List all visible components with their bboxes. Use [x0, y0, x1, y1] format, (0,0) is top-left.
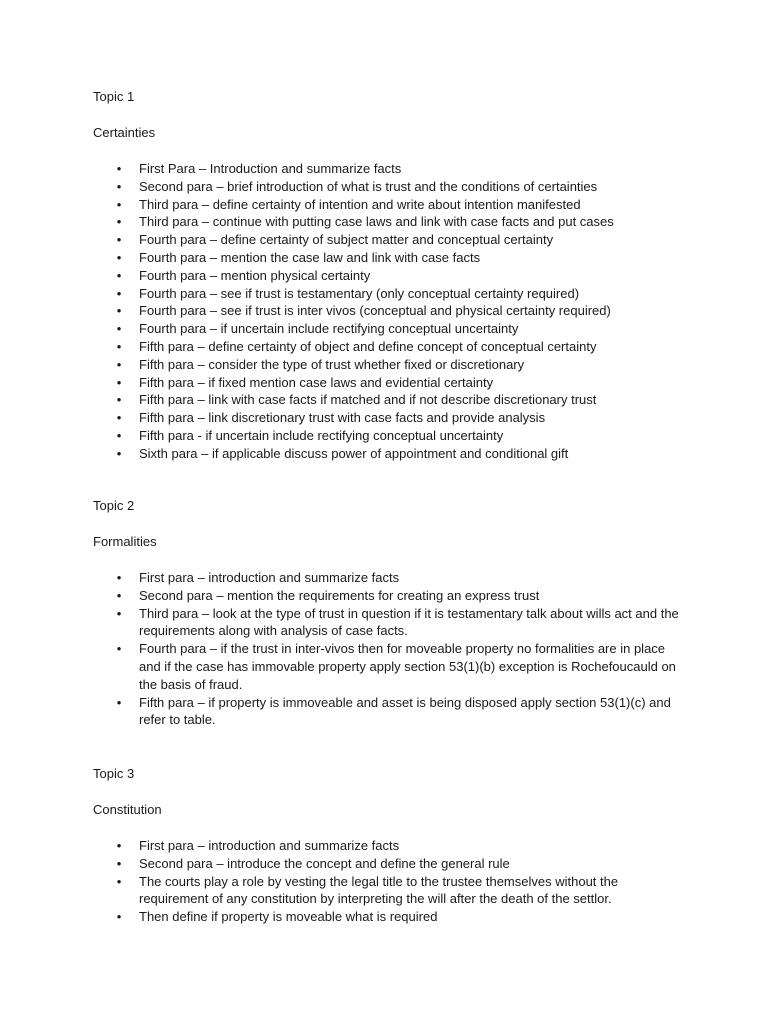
list-item: • Second para – mention the requirements for creating an express trust: [116, 587, 540, 603]
list-item: • Third para – look at the type of trust in question if it is testamentary talk about wills act and the requirements along with analysis of case facts.: [116, 605, 679, 639]
bullet-icon: •: [116, 303, 122, 319]
list-item: • First Para – Introduction and summarize facts: [116, 161, 402, 176]
list-item: • Fourth para – define certainty of subject matter and conceptual certainty: [116, 232, 554, 248]
bullet-icon: •: [116, 356, 122, 372]
bullet-list: [93, 837, 683, 926]
topic-title: Certainties: [93, 125, 156, 140]
topic-section-2: [93, 497, 683, 729]
list-item: • Fifth para – link discretionary trust with case facts and provide analysis: [116, 410, 546, 426]
bullet-icon: •: [116, 321, 122, 337]
bullet-icon: •: [116, 196, 122, 212]
bullet-icon: •: [116, 285, 122, 301]
topic-title: Formalities: [93, 534, 157, 549]
bullet-icon: •: [116, 694, 122, 710]
list-item: • Fourth para – mention physical certainty: [116, 267, 371, 283]
topic-label: Topic 3: [93, 766, 135, 781]
topic-section-1: [93, 88, 683, 463]
list-item: • Sixth para – if applicable discuss power of appointment and conditional gift: [116, 445, 569, 461]
list-item: • Third para – define certainty of intention and write about intention manifested: [116, 196, 581, 212]
list-item: • Fifth para – consider the type of trust whether fixed or discretionary: [116, 356, 525, 372]
bullet-icon: •: [116, 445, 122, 461]
bullet-icon: •: [116, 161, 122, 176]
bullet-icon: •: [116, 249, 122, 265]
bullet-icon: •: [116, 267, 122, 283]
bullet-icon: •: [116, 232, 122, 248]
bullet-icon: •: [116, 838, 122, 853]
list-item: • Fifth para – if property is immoveable and asset is being disposed apply section 53(1)(c) and refer to table.: [116, 694, 671, 728]
bullet-icon: •: [116, 214, 122, 230]
bullet-icon: •: [116, 374, 122, 390]
bullet-icon: •: [116, 570, 122, 585]
topic-section-3: [93, 765, 683, 926]
bullet-icon: •: [116, 909, 122, 925]
bullet-icon: •: [116, 178, 122, 194]
list-item: • Fourth para – if the trust in inter-vivos then for moveable property no formalities are in place and if the case has immovable property apply section 53(1)(b) exception is Rochefoucauld on the basis of fraud.: [116, 641, 676, 692]
bullet-icon: •: [116, 427, 122, 443]
list-item: • Then define if property is moveable what is required: [116, 909, 438, 925]
bullet-icon: •: [116, 338, 122, 354]
list-item: • Fifth para – link with case facts if matched and if not describe discretionary trust: [116, 392, 597, 408]
list-item: • First para – introduction and summarize facts: [116, 570, 400, 585]
list-item: • Fifth para - if uncertain include rectifying conceptual uncertainty: [116, 427, 504, 443]
bullet-icon: •: [116, 392, 122, 408]
topic-label: Topic 1: [93, 89, 135, 104]
list-item: • Fourth para – if uncertain include rectifying conceptual uncertainty: [116, 321, 519, 337]
bullet-icon: •: [116, 410, 122, 426]
list-item: • Fourth para – mention the case law and link with case facts: [116, 249, 481, 265]
bullet-list: [93, 569, 683, 729]
topic-title: Constitution: [93, 802, 162, 817]
list-item: • Fourth para – see if trust is testamentary (only conceptual certainty required): [116, 285, 580, 301]
bullet-icon: •: [116, 641, 122, 657]
bullet-icon: •: [116, 605, 122, 621]
list-item: • Fifth para – define certainty of object and define concept of conceptual certainty: [116, 338, 597, 354]
list-item: • Fourth para – see if trust is inter vivos (conceptual and physical certainty required): [116, 303, 611, 319]
list-item: • The courts play a role by vesting the legal title to the trustee themselves without the requirement of any constitution by interpreting the will after the death of the settlor.: [116, 873, 619, 907]
topic-label: Topic 2: [93, 498, 135, 513]
bullet-icon: •: [116, 587, 122, 603]
list-item: • Fifth para – if fixed mention case laws and evidential certainty: [116, 374, 494, 390]
bullet-icon: •: [116, 873, 122, 889]
bullet-list: [93, 160, 683, 463]
bullet-icon: •: [116, 855, 122, 871]
list-item: • Second para – brief introduction of what is trust and the conditions of certainties: [116, 178, 598, 194]
list-item: • Second para – introduce the concept and define the general rule: [116, 855, 510, 871]
list-item: • Third para – continue with putting case laws and link with case facts and put cases: [116, 214, 614, 230]
list-item: • First para – introduction and summarize facts: [116, 838, 400, 853]
